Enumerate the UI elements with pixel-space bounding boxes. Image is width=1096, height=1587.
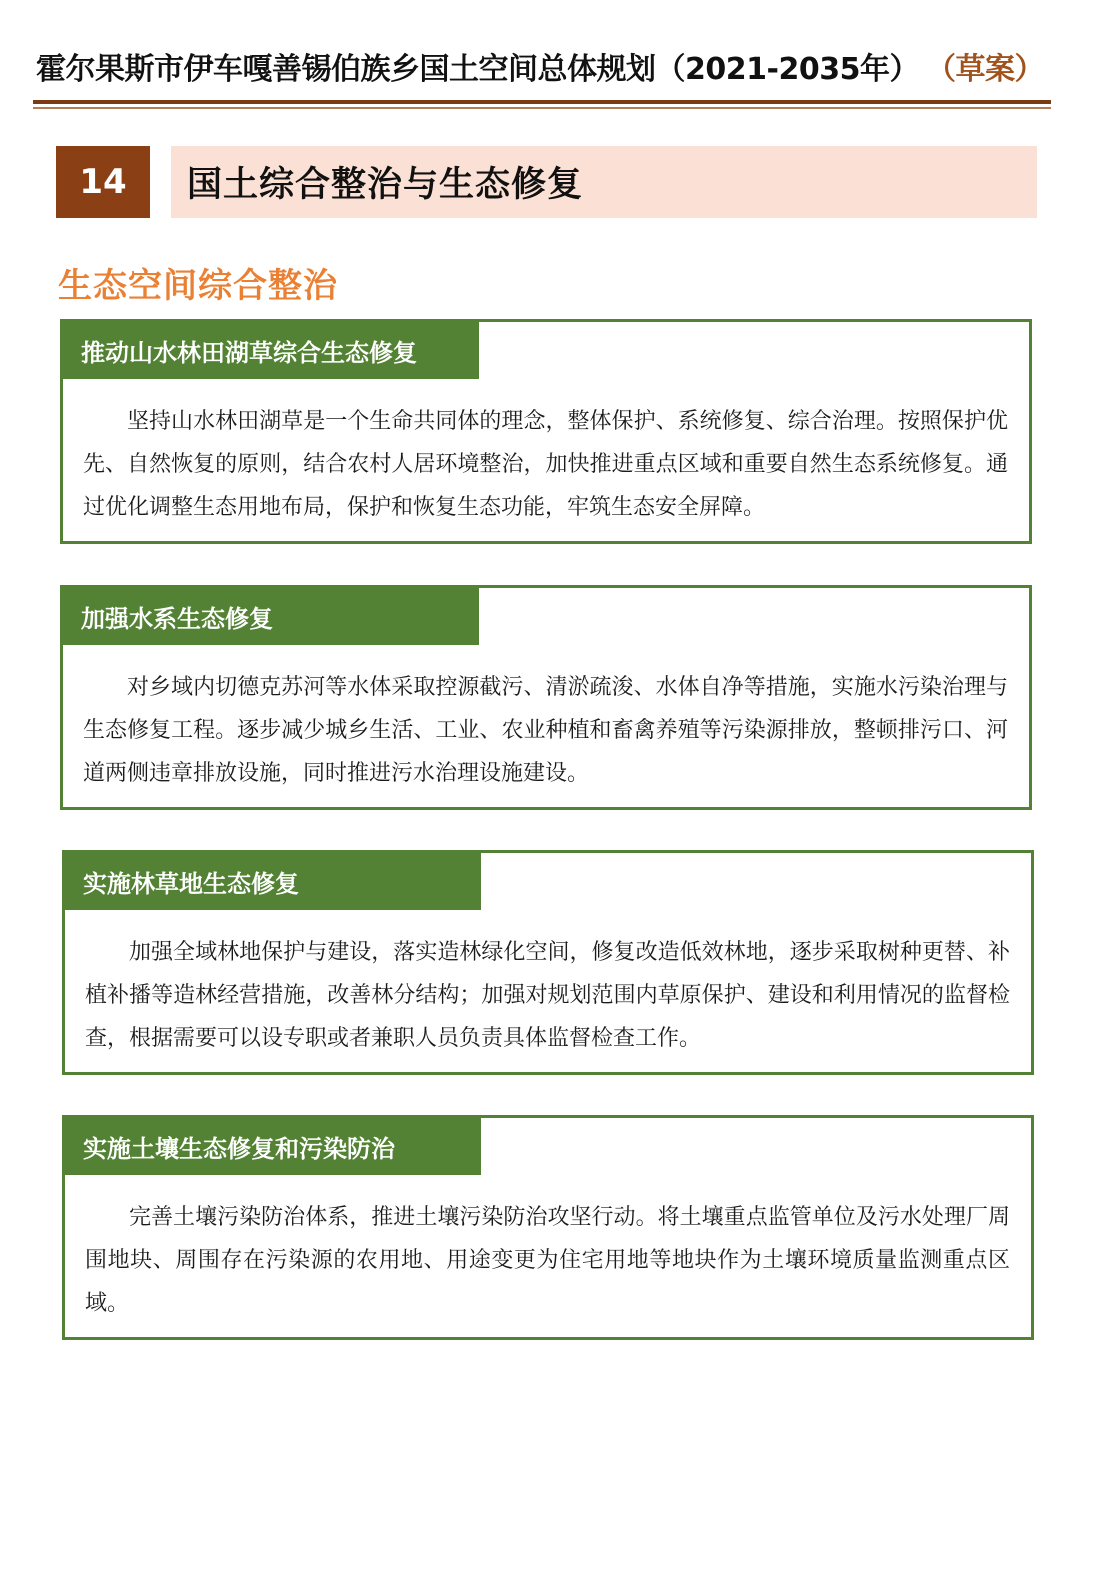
card-body: 完善土壤污染防治体系，推进土壤污染防治攻坚行动。将土壤重点监管单位及污水处理厂周围地块、周围存在污染源的农用地、用途变更为住宅用地等地块作为土壤环境质量监测重点区域。	[85, 1205, 1010, 1316]
document-title: 霍尔果斯市伊车嘎善锡伯族乡国土空间总体规划（2021-2035年）	[36, 52, 919, 87]
document-header	[36, 44, 1066, 88]
card-title: 推动山水林田湖草综合生态修复	[63, 322, 479, 379]
card-body: 坚持山水林田湖草是一个生命共同体的理念，整体保护、系统修复、综合治理。按照保护优先、自然恢复的原则，结合农村人居环境整治，加快推进重点区域和重要自然生态系统修复。通过优化调整生态用地布局，保护和恢复生态功能，牢筑生态安全屏障。	[83, 409, 1008, 520]
draft-label: （草案）	[940, 52, 1044, 87]
card-body: 加强全域林地保护与建设，落实造林绿化空间，修复改造低效林地，逐步采取树种更替、补植补播等造林经营措施，改善林分结构；加强对规划范围内草原保护、建设和利用情况的监督检查，根据需要可以设专职或者兼职人员负责具体监督检查工作。	[85, 940, 1010, 1051]
chapter-title-bar	[171, 146, 1037, 218]
card-title: 实施土壤生态修复和污染防治	[65, 1118, 481, 1175]
card-soil-pollution	[62, 1115, 1034, 1340]
header-rule-thin	[33, 107, 1051, 109]
card-title: 加强水系生态修复	[63, 588, 479, 645]
card-mountain-water-forest	[60, 319, 1032, 544]
card-forest-grassland	[62, 850, 1034, 1075]
card-title: 实施林草地生态修复	[65, 853, 481, 910]
card-body: 对乡域内切德克苏河等水体采取控源截污、清淤疏浚、水体自净等措施，实施水污染治理与生态修复工程。逐步减少城乡生活、工业、农业种植和畜禽养殖等污染源排放，整顿排污口、河道两侧违章排放设施，同时推进污水治理设施建设。	[83, 675, 1008, 786]
chapter-number: 14	[56, 146, 150, 218]
chapter-title: 国土综合整治与生态修复	[187, 165, 584, 205]
card-water-system	[60, 585, 1032, 810]
section-heading: 生态空间综合整治	[58, 266, 338, 306]
header-rule-thick	[33, 100, 1051, 104]
